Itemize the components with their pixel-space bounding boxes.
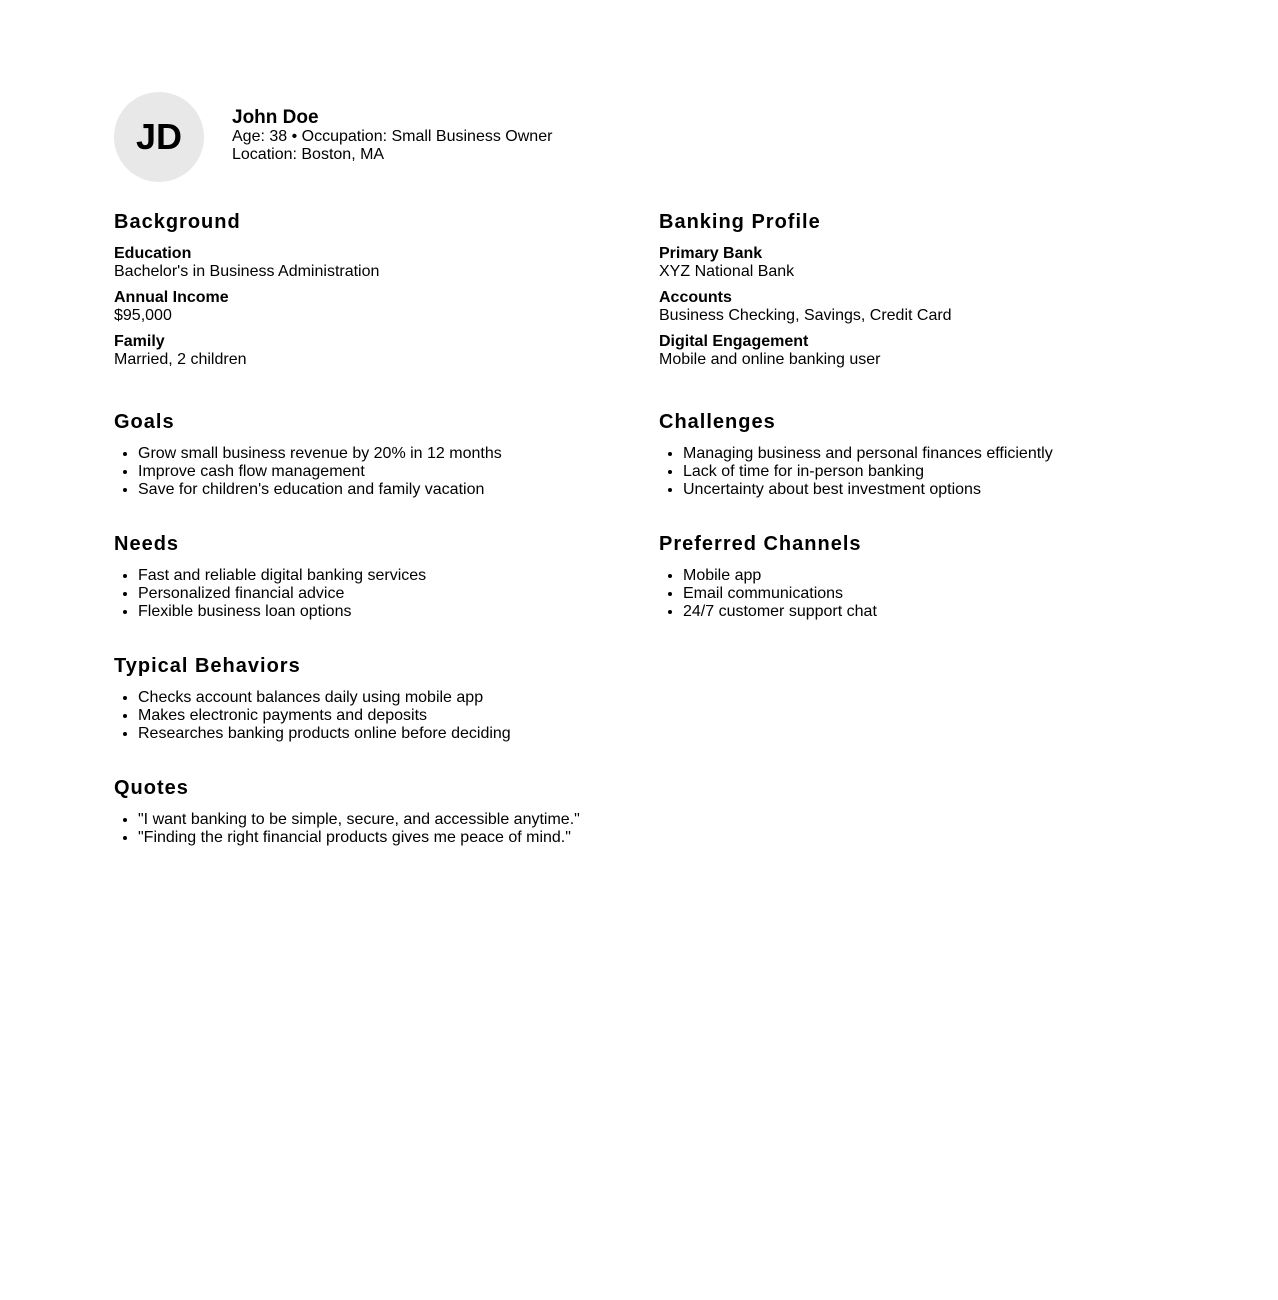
section-title: Preferred Channels: [659, 533, 862, 555]
field-value: Bachelor's in Business Administration: [114, 263, 380, 280]
list-item: • Uncertainty about best investment options: [683, 481, 1179, 499]
field-label: Annual Income: [114, 289, 229, 306]
section-title: Typical Behaviors: [114, 655, 301, 677]
section-title: Banking Profile: [659, 211, 821, 233]
field-label: Family: [114, 333, 165, 350]
challenges-list: [659, 445, 1179, 499]
field-primary-bank: [659, 245, 1179, 281]
banking-profile-section: [659, 210, 1179, 377]
field-value: Mobile and online banking user: [659, 351, 881, 368]
list-item: • Researches banking products online before deciding: [138, 725, 634, 743]
quotes-section: [114, 776, 634, 847]
list-item: • Email communications: [683, 585, 1179, 603]
quotes-list: [114, 811, 634, 847]
field-family: [114, 333, 634, 369]
list-item: • Lack of time for in-person banking: [683, 463, 1179, 481]
list-item: • Improve cash flow management: [138, 463, 634, 481]
preferred-channels-section: [659, 532, 1179, 621]
profile-header: [232, 108, 552, 164]
needs-list: [114, 567, 634, 621]
challenges-section: [659, 410, 1179, 499]
typical-behaviors-section: [114, 654, 634, 743]
section-title: Background: [114, 211, 241, 233]
field-label: Digital Engagement: [659, 333, 809, 350]
list-item: • Checks account balances daily using mobile app: [138, 689, 634, 707]
field-label: Education: [114, 245, 192, 262]
list-item: • Managing business and personal finances efficiently: [683, 445, 1179, 463]
list-item: • Fast and reliable digital banking services: [138, 567, 634, 585]
field-education: [114, 245, 634, 281]
list-item: • "Finding the right financial products gives me peace of mind.": [138, 829, 634, 847]
avatar: JD: [114, 92, 204, 182]
goals-list: [114, 445, 634, 499]
section-title: Goals: [114, 411, 175, 433]
field-value: Business Checking, Savings, Credit Card: [659, 307, 952, 324]
background-section: [114, 210, 634, 377]
list-item: • "I want banking to be simple, secure, and accessible anytime.": [138, 811, 634, 829]
list-item: • Save for children's education and family vacation: [138, 481, 634, 499]
persona-name: John Doe: [232, 107, 319, 128]
persona-meta: Age: 38 • Occupation: Small Business Owner: [232, 128, 553, 145]
field-income: [114, 289, 634, 325]
field-digital-engagement: [659, 333, 1179, 369]
section-title: Needs: [114, 533, 180, 555]
list-item: • Personalized financial advice: [138, 585, 634, 603]
goals-section: [114, 410, 634, 499]
list-item: • Flexible business loan options: [138, 603, 634, 621]
list-item: • Grow small business revenue by 20% in 12 months: [138, 445, 634, 463]
channels-list: [659, 567, 1179, 621]
section-title: Challenges: [659, 411, 776, 433]
needs-section: [114, 532, 634, 621]
list-item: • Makes electronic payments and deposits: [138, 707, 634, 725]
behaviors-list: [114, 689, 634, 743]
field-label: Accounts: [659, 289, 732, 306]
field-value: $95,000: [114, 307, 172, 324]
section-title: Quotes: [114, 777, 189, 799]
field-label: Primary Bank: [659, 245, 763, 262]
list-item: • 24/7 customer support chat: [683, 603, 1179, 621]
field-value: Married, 2 children: [114, 351, 247, 368]
field-value: XYZ National Bank: [659, 263, 795, 280]
list-item: • Mobile app: [683, 567, 1179, 585]
field-accounts: [659, 289, 1179, 325]
persona-location: Location: Boston, MA: [232, 146, 385, 163]
